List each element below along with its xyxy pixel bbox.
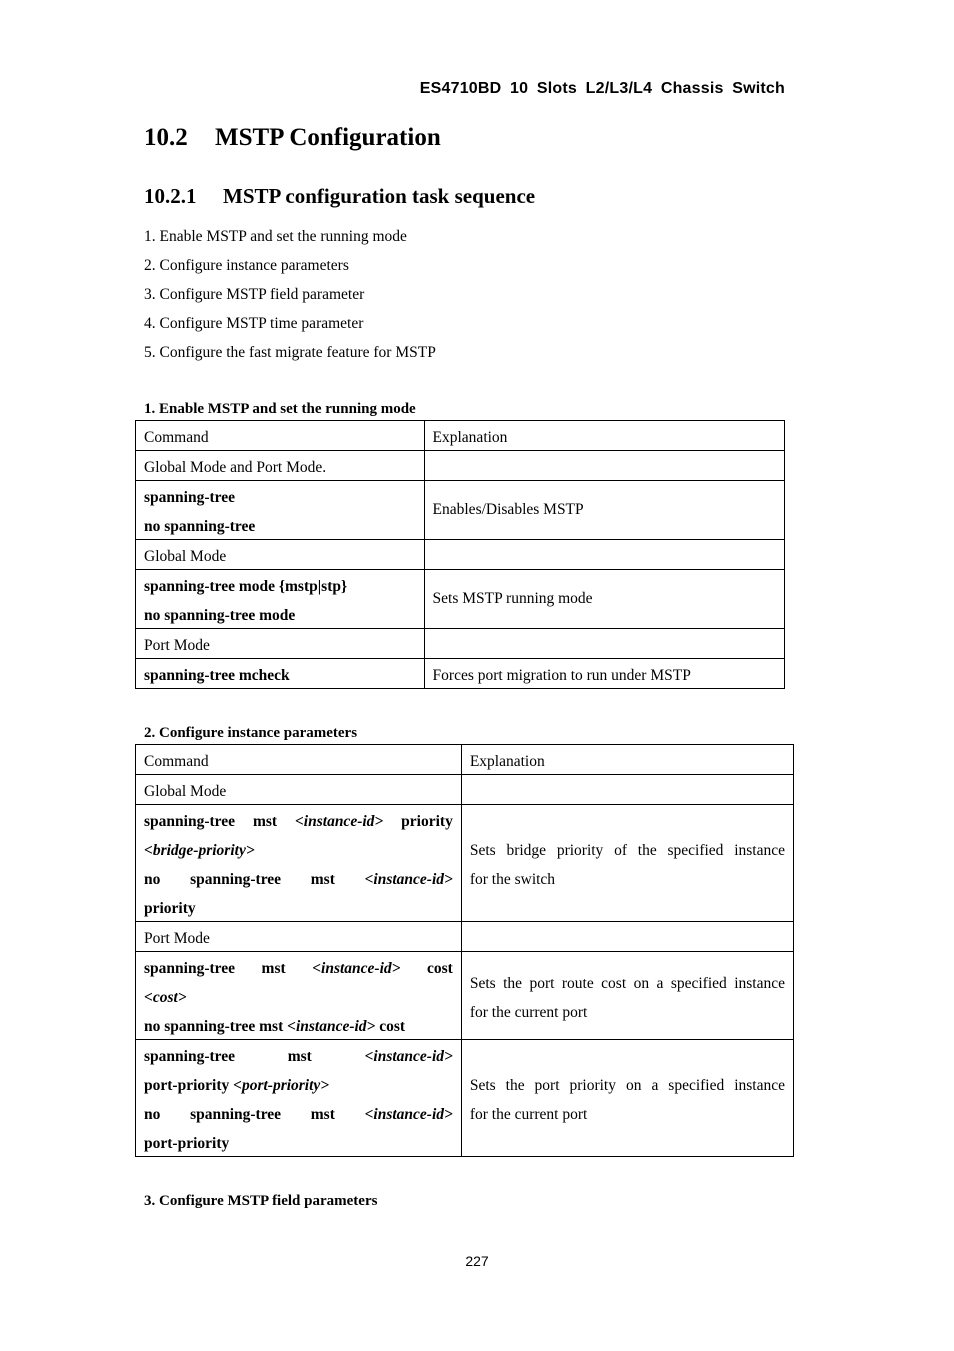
table-row [136, 570, 785, 629]
empty-cell [424, 629, 784, 659]
table-row [136, 745, 794, 775]
empty-cell [461, 922, 793, 952]
mode-cell: Global Mode [136, 540, 425, 570]
table3-title: 3. Configure MSTP field parameters [144, 1193, 378, 1209]
page-number: 227 [465, 1253, 489, 1269]
empty-cell [461, 775, 793, 805]
explanation-cell: Sets the port route cost on a specified instance for the current port [461, 952, 793, 1040]
explanation-cell: Sets bridge priority of the specified instance for the switch [461, 805, 793, 922]
list-item: 1. Enable MSTP and set the running mode [144, 228, 407, 245]
subsection-title: MSTP configuration task sequence [223, 184, 536, 208]
subsection-heading [144, 184, 535, 209]
explanation-cell: Enables/Disables MSTP [424, 481, 784, 540]
list-item: 4. Configure MSTP time parameter [144, 315, 364, 332]
table-row [136, 481, 785, 540]
command-cell: spanning-tree mst <instance-id> port-priority <port-priority> no spanning-tree mst <instance-id> port-priority [136, 1040, 462, 1157]
list-item: 3. Configure MSTP field parameter [144, 286, 365, 303]
command-cell: spanning-tree mcheck [136, 659, 425, 689]
table2 [135, 744, 794, 1157]
table-row [136, 421, 785, 451]
table-row [136, 952, 794, 1040]
table-row [136, 1040, 794, 1157]
section-heading [144, 124, 441, 152]
table-row [136, 805, 794, 922]
command-cell: spanning-tree no spanning-tree [136, 481, 425, 540]
table-row [136, 540, 785, 570]
table-row [136, 629, 785, 659]
table-row [136, 451, 785, 481]
mode-cell: Port Mode [136, 922, 462, 952]
mode-cell: Port Mode [136, 629, 425, 659]
mode-cell: Global Mode and Port Mode. [136, 451, 425, 481]
table-row [136, 659, 785, 689]
empty-cell [424, 451, 784, 481]
table-header-explanation: Explanation [461, 745, 793, 775]
command-cell: spanning-tree mst <instance-id> cost <cost> no spanning-tree mst <instance-id> cost [136, 952, 462, 1040]
explanation-cell: Forces port migration to run under MSTP [424, 659, 784, 689]
command-cell: spanning-tree mst <instance-id> priority <bridge-priority> no spanning-tree mst <instance-id> priority [136, 805, 462, 922]
table1 [135, 420, 785, 689]
explanation-cell: Sets MSTP running mode [424, 570, 784, 629]
section-number: 10.2 [144, 124, 188, 151]
running-header: ES4710BD 10 Slots L2/L3/L4 Chassis Switch [419, 80, 785, 97]
table-header-command: Command [136, 421, 425, 451]
list-item: 5. Configure the fast migrate feature for MSTP [144, 344, 436, 361]
explanation-cell: Sets the port priority on a specified instance for the current port [461, 1040, 793, 1157]
table-header-command: Command [136, 745, 462, 775]
table-row [136, 775, 794, 805]
subsection-number: 10.2.1 [144, 184, 197, 208]
empty-cell [424, 540, 784, 570]
table-row [136, 922, 794, 952]
table-header-explanation: Explanation [424, 421, 784, 451]
command-cell: spanning-tree mode {mstp|stp} no spanning-tree mode [136, 570, 425, 629]
table2-title: 2. Configure instance parameters [144, 725, 358, 741]
table1-title: 1. Enable MSTP and set the running mode [144, 401, 416, 417]
section-title: MSTP Configuration [215, 124, 441, 151]
list-item: 2. Configure instance parameters [144, 257, 349, 274]
mode-cell: Global Mode [136, 775, 462, 805]
task-sequence-list [144, 226, 436, 371]
